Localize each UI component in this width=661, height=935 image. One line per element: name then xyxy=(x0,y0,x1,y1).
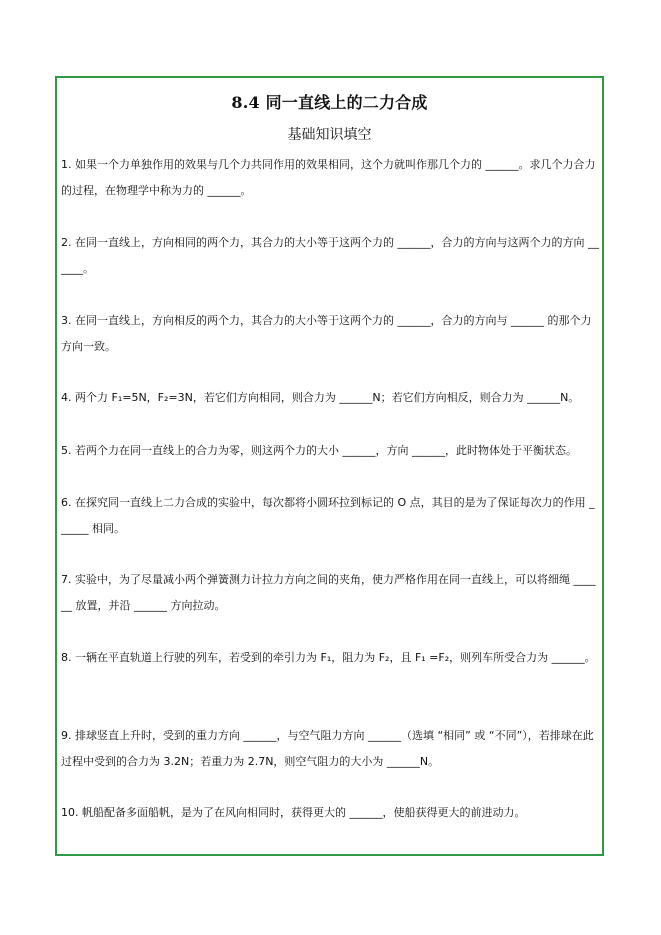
question-text: 4. 两个力 F₁=5N，F₂=3N，若它们方向相同，则合力为 ______N；若它们方向相反，则合力为 ______N。 xyxy=(61,391,580,404)
question-3 xyxy=(61,308,599,360)
question-1 xyxy=(61,152,599,204)
question-text: 2. 在同一直线上，方向相同的两个力，其合力的大小等于这两个力的 ______，合力的方向与这两个力的方向 ______。 xyxy=(61,236,599,275)
question-text: 7. 实验中，为了尽量减小两个弹簧测力计拉力方向之间的夹角，使力严格作用在同一直线上，可以将细绳 ______ 放置，并沿 ______ 方向拉动。 xyxy=(61,573,596,612)
question-text: 10. 帆船配备多面船帆，是为了在风向相同时，获得更大的 ______，使船获得更大的前进动力。 xyxy=(61,806,526,819)
question-text: 8. 一辆在平直轨道上行驶的列车，若受到的牵引力为 F₁，阻力为 F₂，且 F₁ =F₂，则列车所受合力为 ______。 xyxy=(61,651,596,664)
question-10 xyxy=(61,800,599,826)
question-8 xyxy=(61,645,599,671)
page-title: 8.4 同一直线上的二力合成 xyxy=(231,93,428,112)
question-6 xyxy=(61,490,599,542)
question-7 xyxy=(61,567,599,619)
question-2 xyxy=(61,230,599,282)
question-5 xyxy=(61,438,599,464)
section-subtitle: 基础知识填空 xyxy=(287,127,372,143)
question-4 xyxy=(61,385,599,411)
question-text: 9. 排球竖直上升时，受到的重力方向 ______，与空气阻力方向 ______（选填 “相同” 或 “不同”），若排球在此过程中受到的合力为 3.2N；若重力为 2.7N，则空气阻力的大小为 ______N。 xyxy=(61,729,594,768)
worksheet-frame xyxy=(55,76,604,856)
question-text: 1. 如果一个力单独作用的效果与几个力共同作用的效果相同，这个力就叫作那几个力的 ______。求几个力合力的过程，在物理学中称为力的 ______。 xyxy=(61,158,596,197)
question-text: 5. 若两个力在同一直线上的合力为零，则这两个力的大小 ______，方向 ______，此时物体处于平衡状态。 xyxy=(61,444,577,457)
question-9 xyxy=(61,723,599,775)
question-text: 6. 在探究同一直线上二力合成的实验中，每次都将小圆环拉到标记的 O 点，其目的是为了保证每次力的作用 ______ 相同。 xyxy=(61,496,595,535)
question-text: 3. 在同一直线上，方向相反的两个力，其合力的大小等于这两个力的 ______，合力的方向与 ______ 的那个力方向一致。 xyxy=(61,314,592,353)
